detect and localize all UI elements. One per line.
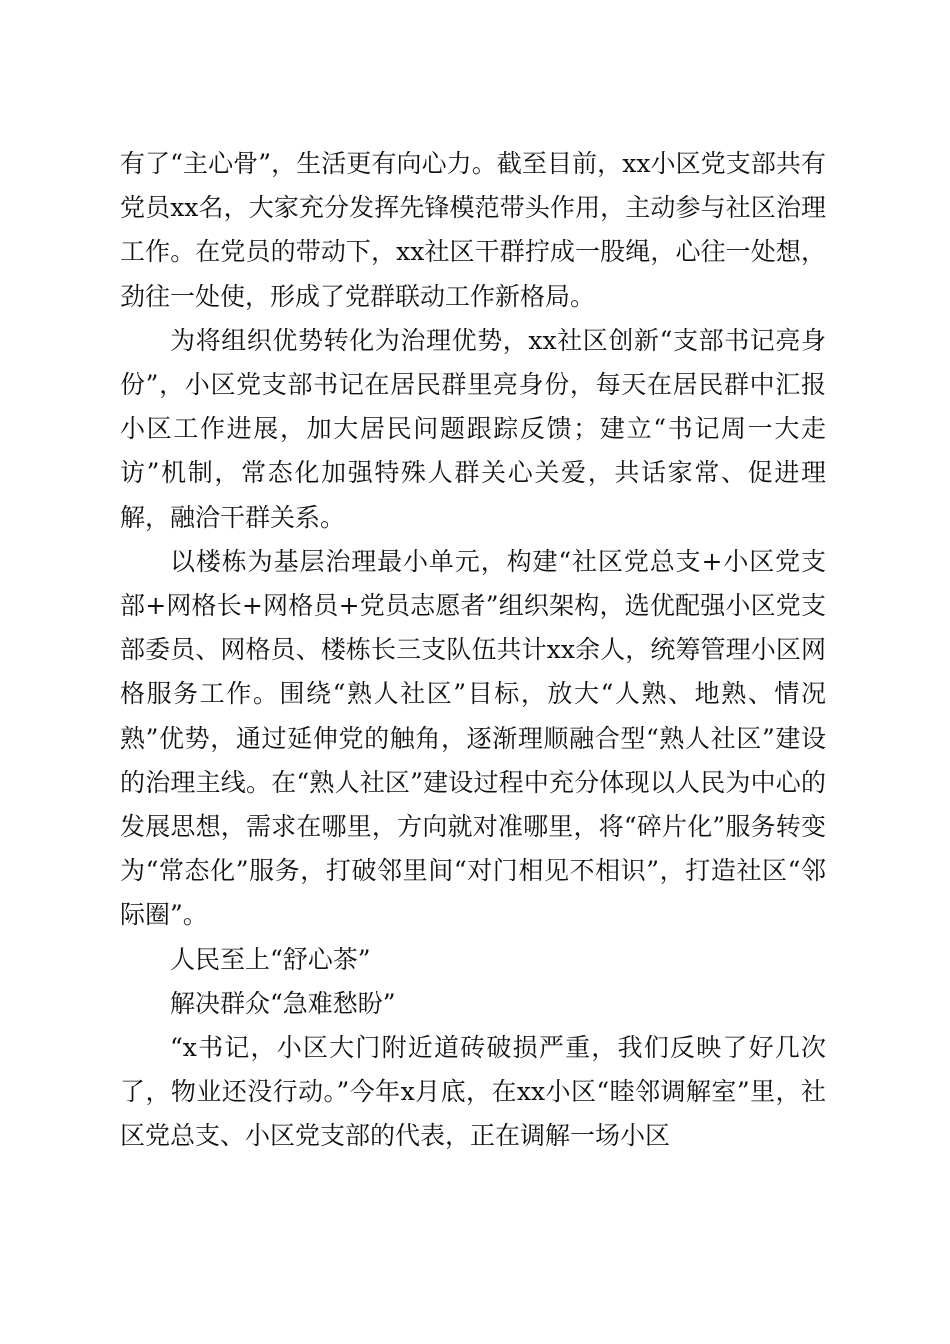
section-heading-1: 人民至上“舒心茶” [170,944,371,974]
body-paragraph-1: 有了“主心骨”，生活更有向心力。截至目前，xx小区党支部共有党员xx名，大家充分发挥先锋模范带头作用，主动参与社区治理工作。在党员的带动下，xx社区干群拧成一股绳，心往一处想，劲往一处使，形成了党群联动工作新格局。 [120,149,826,311]
body-paragraph-2: 为将组织优势转化为治理优势，xx社区创新“支部书记亮身份”，小区党支部书记在居民群里亮身份，每天在居民群中汇报小区工作进展，加大居民问题跟踪反馈；建立“书记周一大走访”机制，常态化加强特殊人群关心关爱，共话家常、促进理解，融洽干群关系。 [120,325,826,532]
section-heading-2: 解决群众“急难愁盼” [170,988,396,1018]
document-body [120,142,826,1159]
body-paragraph-3: 以楼栋为基层治理最小单元，构建“社区党总支+小区党支部+网格长+网格员+党员志愿者”组织架构，选优配强小区党支部委员、网格员、楼栋长三支队伍共计xx余人，统筹管理小区网格服务工作。围绕“熟人社区”目标，放大“人熟、地熟、情况熟”优势，通过延伸党的触角，逐渐理顺融合型“熟人社区”建设的治理主线。在“熟人社区”建设过程中充分体现以人民为中心的发展思想，需求在哪里，方向就对准哪里，将“碎片化”服务转变为“常态化”服务，打破邻里间“对门相见不相识”，打造社区“邻际圈”。 [120,546,826,930]
body-paragraph-4: “x书记，小区大门附近道砖破损严重，我们反映了好几次了，物业还没行动。”今年x月底，在xx小区“睦邻调解室”里，社区党总支、小区党支部的代表，正在调解一场小区 [120,1033,826,1151]
